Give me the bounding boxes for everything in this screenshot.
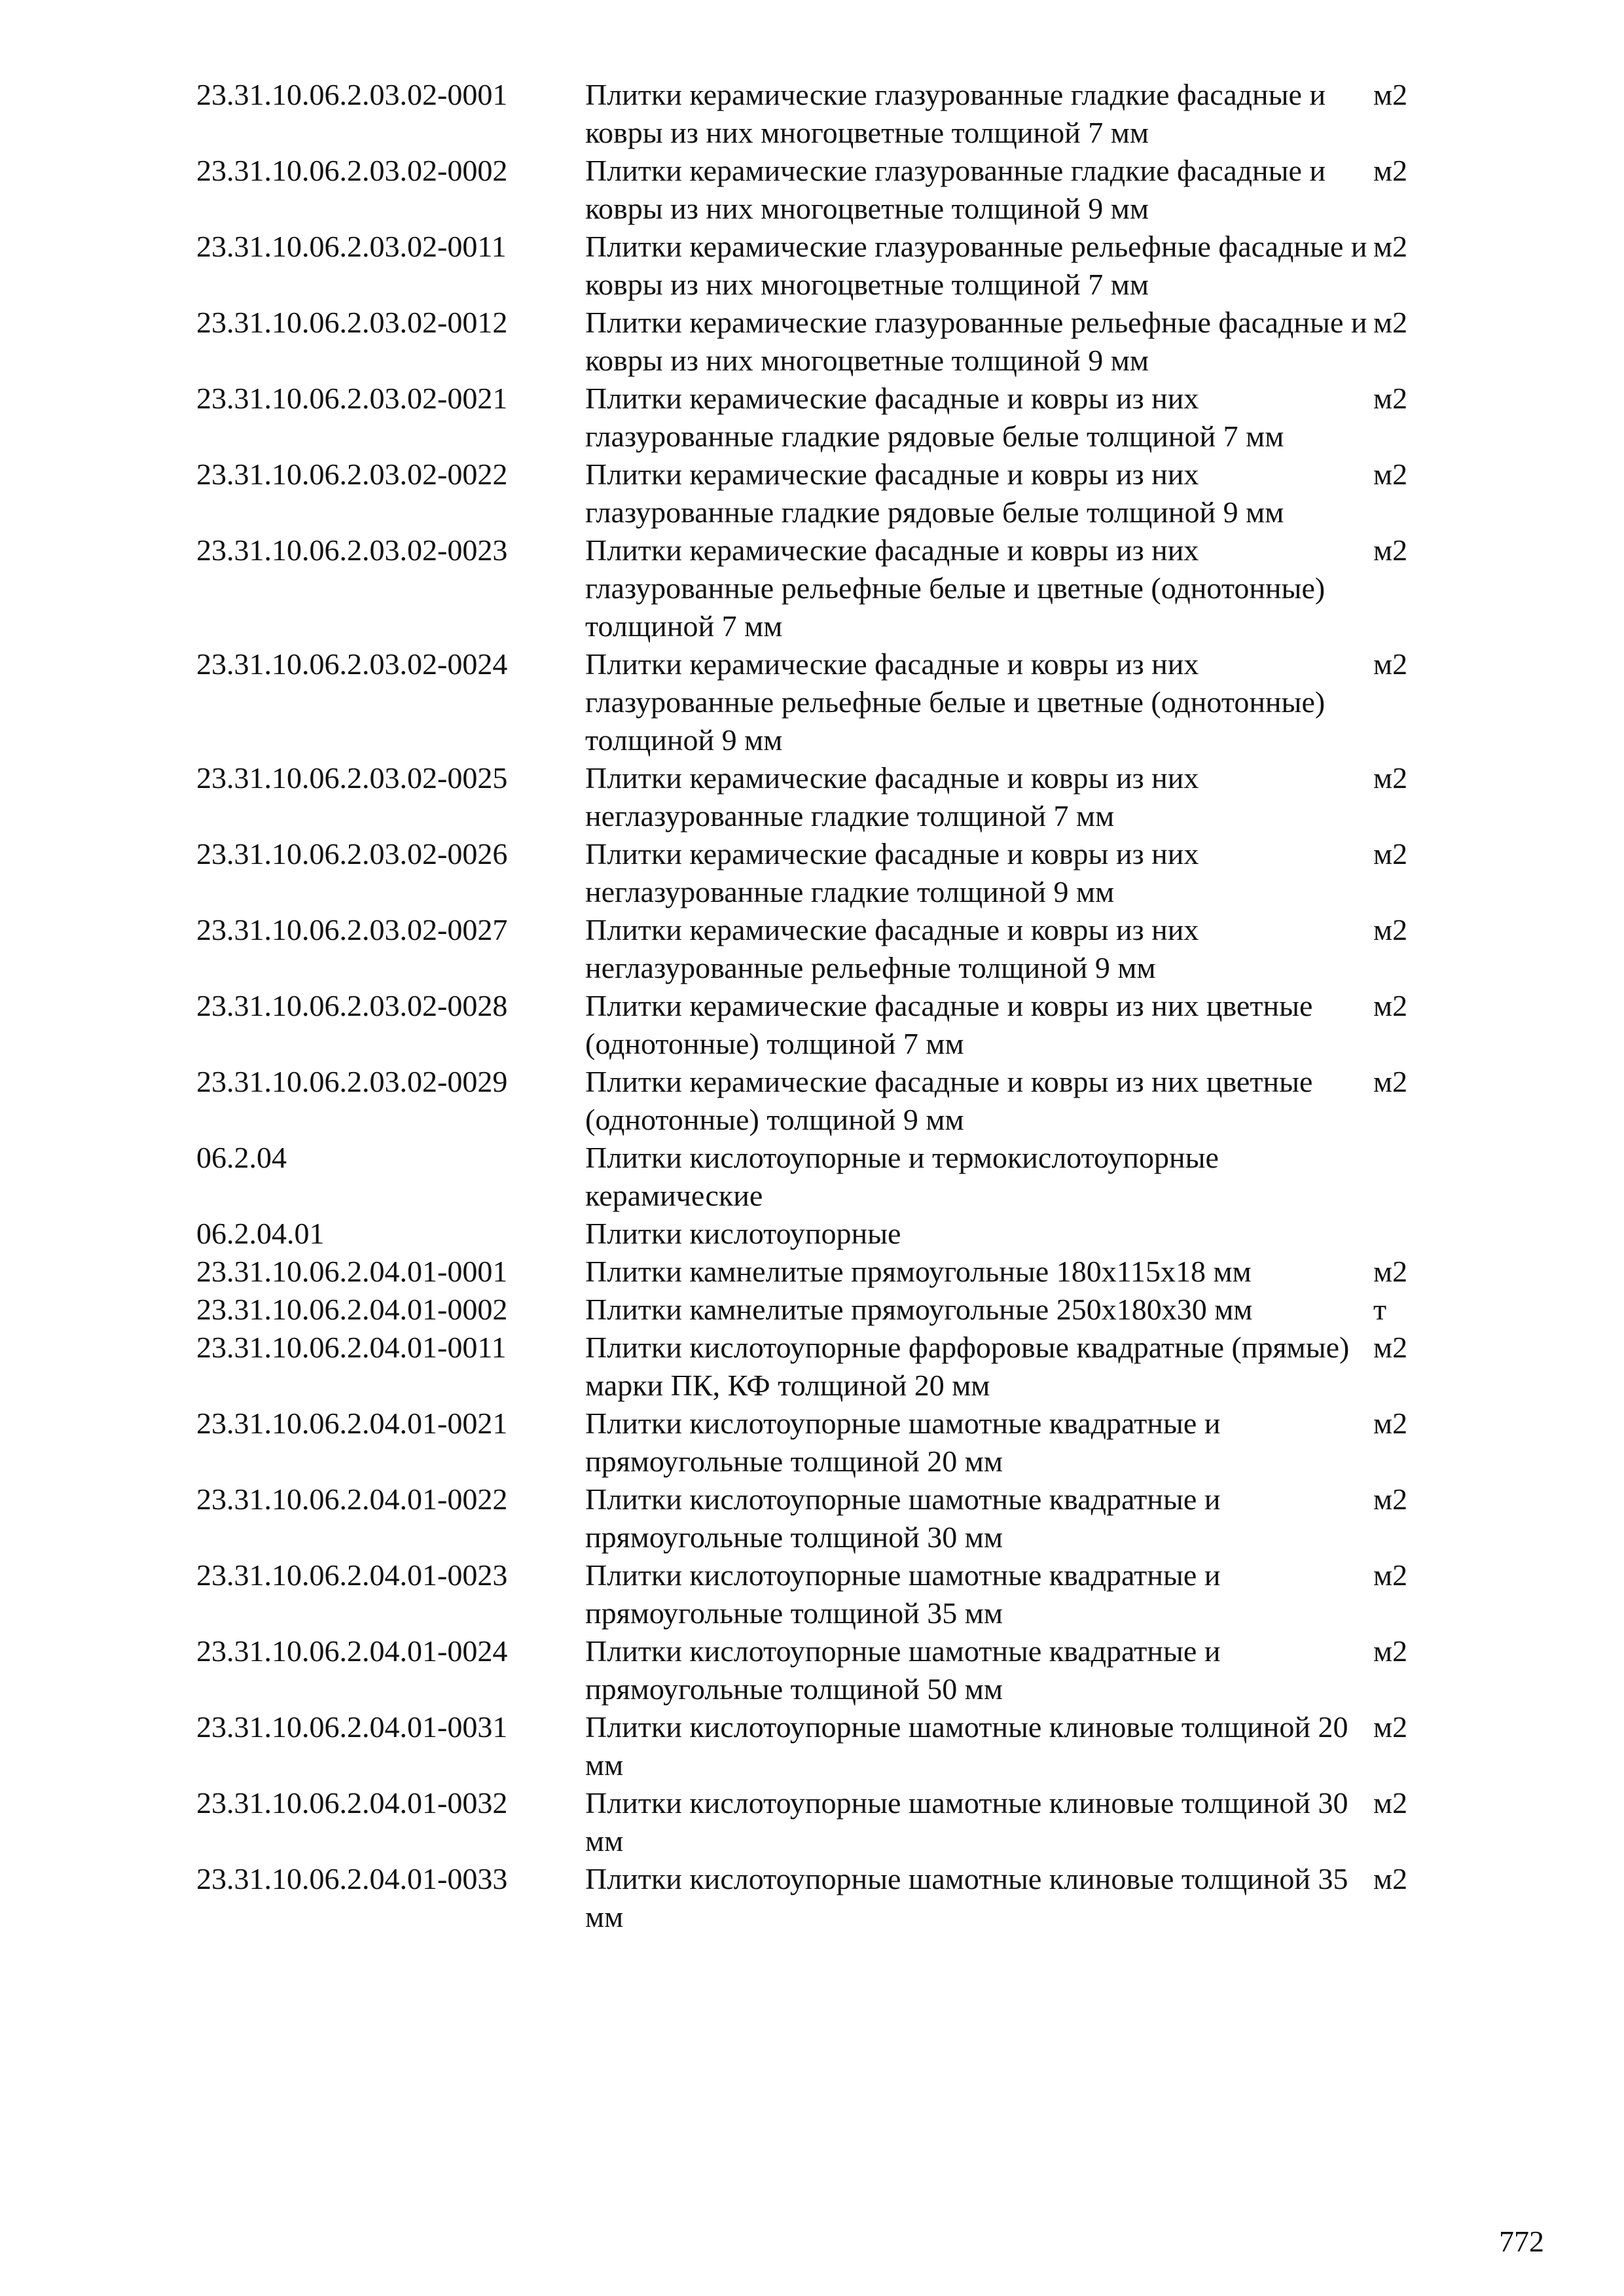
table-row: [196, 1480, 1440, 1556]
table-row: [196, 1063, 1440, 1139]
item-description: Плитки кислотоупорные шамотные клиновые толщиной 35 мм: [585, 1862, 1348, 1933]
table-row: [196, 1329, 1440, 1405]
item-unit: м2: [1373, 230, 1408, 263]
item-code: 23.31.10.06.2.04.01-0011: [196, 1331, 507, 1364]
item-description: Плитки керамические фасадные и ковры из них неглазурованные гладкие толщиной 9 мм: [585, 837, 1199, 908]
item-code: 23.31.10.06.2.03.02-0001: [196, 78, 508, 111]
item-code: 23.31.10.06.2.04.01-0024: [196, 1634, 508, 1668]
item-unit: м2: [1373, 1862, 1408, 1895]
item-description: Плитки керамические глазурованные гладкие фасадные и ковры из них многоцветные толщиной 7 мм: [585, 78, 1326, 149]
item-code: 23.31.10.06.2.04.01-0002: [196, 1293, 508, 1326]
item-code: 23.31.10.06.2.03.02-0025: [196, 761, 508, 795]
item-description: Плитки кислотоупорные шамотные клиновые толщиной 20 мм: [585, 1710, 1348, 1782]
item-description: Плитки керамические фасадные и ковры из них цветные (однотонные) толщиной 9 мм: [585, 1065, 1313, 1136]
item-unit: м2: [1373, 78, 1408, 111]
item-description: Плитки керамические глазурованные рельефные фасадные и ковры из них многоцветные толщиной 9 мм: [585, 306, 1367, 377]
item-unit: м2: [1373, 1634, 1408, 1668]
item-code: 06.2.04.01: [196, 1217, 325, 1250]
item-description: Плитки камнелитые прямоугольные 250х180х30 мм: [585, 1293, 1253, 1326]
item-description: Плитки керамические фасадные и ковры из них глазурованные рельефные белые и цветные (однотонные) толщиной 7 мм: [585, 533, 1326, 643]
item-code: 23.31.10.06.2.04.01-0001: [196, 1255, 508, 1288]
item-unit: м2: [1373, 457, 1408, 491]
table-row: [196, 1784, 1440, 1860]
table-row: [196, 759, 1440, 835]
item-code: 23.31.10.06.2.04.01-0032: [196, 1786, 508, 1820]
item-unit: м2: [1373, 1710, 1408, 1744]
item-unit: м2: [1373, 1255, 1408, 1288]
table-row: [196, 228, 1440, 304]
item-description: Плитки керамические фасадные и ковры из них неглазурованные рельефные толщиной 9 мм: [585, 913, 1199, 984]
item-code: 23.31.10.06.2.03.02-0023: [196, 533, 508, 567]
section-heading-row: [196, 1215, 1440, 1253]
item-code: 23.31.10.06.2.04.01-0021: [196, 1407, 508, 1440]
table-row: [196, 835, 1440, 911]
item-code: 23.31.10.06.2.03.02-0011: [196, 230, 507, 263]
item-description: Плитки керамические фасадные и ковры из них глазурованные гладкие рядовые белые толщиной 9 мм: [585, 457, 1284, 529]
item-description: Плитки кислотоупорные и термокислотоупорные керамические: [585, 1141, 1219, 1212]
item-description: Плитки кислотоупорные: [585, 1217, 901, 1250]
item-description: Плитки кислотоупорные шамотные квадратные и прямоугольные толщиной 30 мм: [585, 1482, 1221, 1554]
page-number: 772: [1499, 2225, 1544, 2258]
item-description: Плитки кислотоупорные шамотные квадратные и прямоугольные толщиной 50 мм: [585, 1634, 1221, 1706]
item-code: 23.31.10.06.2.03.02-0024: [196, 647, 508, 681]
item-code: 23.31.10.06.2.04.01-0022: [196, 1482, 508, 1516]
item-unit: м2: [1373, 1786, 1408, 1820]
item-unit: м2: [1373, 913, 1408, 946]
table-row: [196, 1253, 1440, 1291]
table-row: [196, 1556, 1440, 1632]
item-description: Плитки керамические фасадные и ковры из них неглазурованные гладкие толщиной 7 мм: [585, 761, 1199, 833]
item-unit: м2: [1373, 989, 1408, 1022]
item-description: Плитки керамические глазурованные гладкие фасадные и ковры из них многоцветные толщиной 9 мм: [585, 154, 1326, 225]
item-unit: м2: [1373, 382, 1408, 415]
item-code: 23.31.10.06.2.04.01-0033: [196, 1862, 508, 1895]
item-unit: т: [1373, 1293, 1387, 1326]
item-description: Плитки кислотоупорные фарфоровые квадратные (прямые) марки ПК, КФ толщиной 20 мм: [585, 1331, 1350, 1402]
item-description: Плитки кислотоупорные шамотные квадратные и прямоугольные толщиной 35 мм: [585, 1558, 1221, 1630]
item-unit: м2: [1373, 154, 1408, 187]
table-row: [196, 987, 1440, 1063]
item-code: 23.31.10.06.2.03.02-0002: [196, 154, 508, 187]
item-code: 23.31.10.06.2.03.02-0012: [196, 306, 508, 339]
item-code: 23.31.10.06.2.03.02-0021: [196, 382, 508, 415]
item-code: 23.31.10.06.2.03.02-0022: [196, 457, 508, 491]
table-row: [196, 1291, 1440, 1329]
item-unit: м2: [1373, 306, 1408, 339]
table-row: [196, 380, 1440, 456]
section-heading-row: [196, 1139, 1440, 1215]
item-code: 23.31.10.06.2.03.02-0028: [196, 989, 508, 1022]
item-description: Плитки кислотоупорные шамотные клиновые толщиной 30 мм: [585, 1786, 1348, 1857]
item-unit: м2: [1373, 1482, 1408, 1516]
table-row: [196, 1708, 1440, 1784]
table-row: [196, 531, 1440, 645]
table-row: [196, 456, 1440, 531]
item-unit: м2: [1373, 1558, 1408, 1592]
item-code: 23.31.10.06.2.04.01-0023: [196, 1558, 508, 1592]
table-row: [196, 152, 1440, 228]
table-row: [196, 76, 1440, 152]
item-code: 23.31.10.06.2.03.02-0026: [196, 837, 508, 870]
item-code: 23.31.10.06.2.03.02-0029: [196, 1065, 508, 1098]
item-code: 23.31.10.06.2.03.02-0027: [196, 913, 508, 946]
price-list-table: [196, 76, 1440, 1936]
item-unit: м2: [1373, 647, 1408, 681]
item-unit: м2: [1373, 1065, 1408, 1098]
item-description: Плитки керамические глазурованные рельефные фасадные и ковры из них многоцветные толщиной 7 мм: [585, 230, 1367, 301]
table-row: [196, 304, 1440, 380]
item-unit: м2: [1373, 533, 1408, 567]
item-unit: м2: [1373, 837, 1408, 870]
item-code: 06.2.04: [196, 1141, 287, 1174]
table-row: [196, 645, 1440, 759]
table-row: [196, 1632, 1440, 1708]
item-description: Плитки кислотоупорные шамотные квадратные и прямоугольные толщиной 20 мм: [585, 1407, 1221, 1478]
table-row: [196, 1860, 1440, 1936]
item-unit: м2: [1373, 761, 1408, 795]
table-row: [196, 911, 1440, 987]
item-code: 23.31.10.06.2.04.01-0031: [196, 1710, 508, 1744]
item-description: Плитки керамические фасадные и ковры из них глазурованные рельефные белые и цветные (однотонные) толщиной 9 мм: [585, 647, 1326, 757]
item-unit: м2: [1373, 1407, 1408, 1440]
item-description: Плитки керамические фасадные и ковры из них глазурованные гладкие рядовые белые толщиной 7 мм: [585, 382, 1284, 453]
item-unit: м2: [1373, 1331, 1408, 1364]
table-row: [196, 1405, 1440, 1480]
item-description: Плитки камнелитые прямоугольные 180х115х18 мм: [585, 1255, 1252, 1288]
item-description: Плитки керамические фасадные и ковры из них цветные (однотонные) толщиной 7 мм: [585, 989, 1313, 1060]
